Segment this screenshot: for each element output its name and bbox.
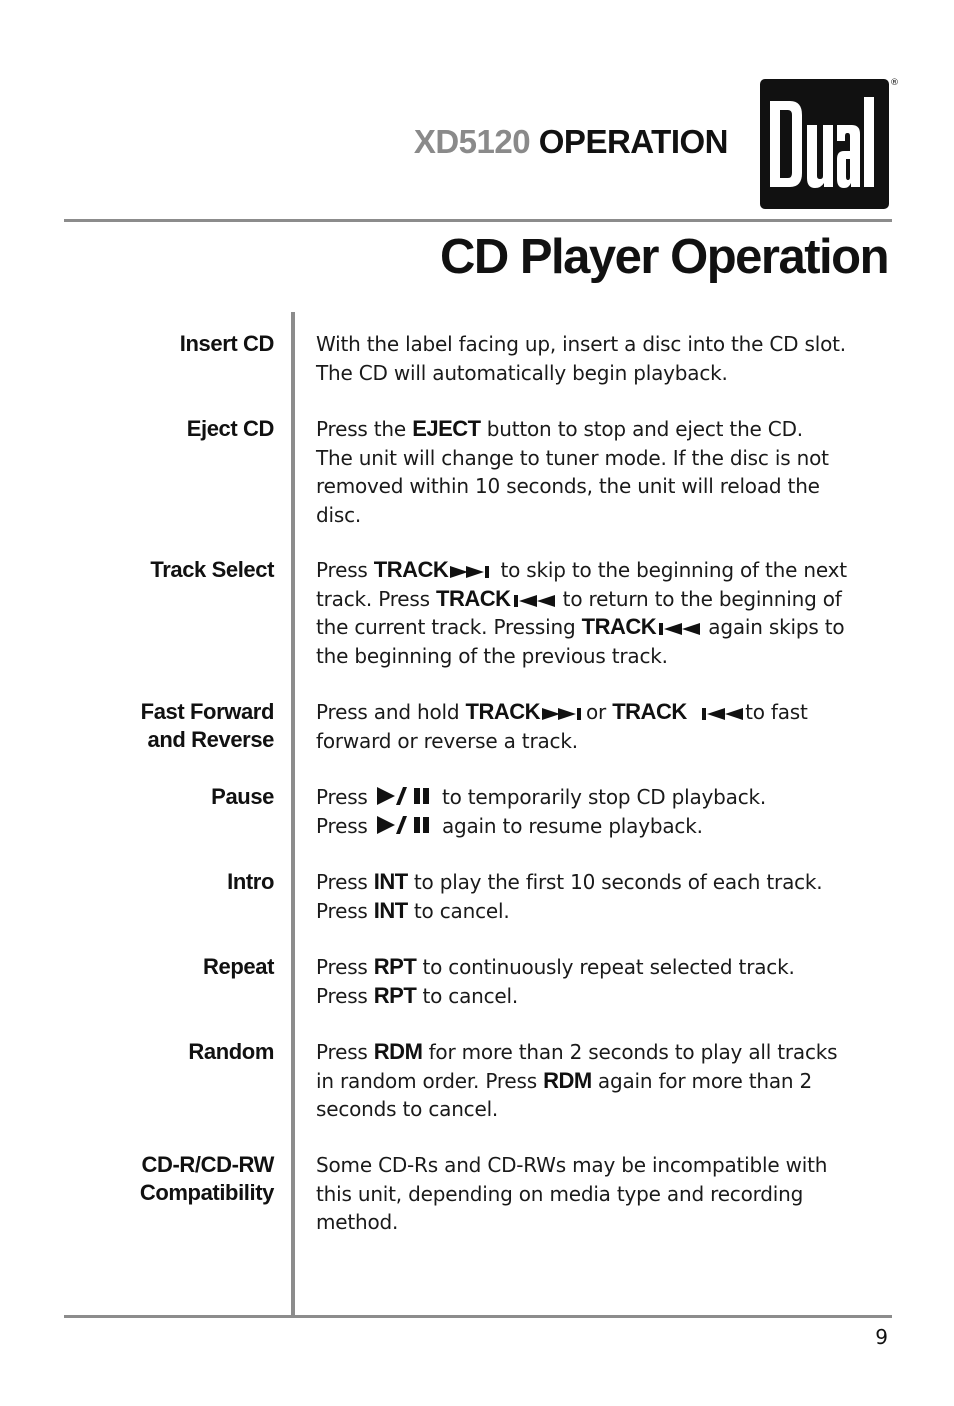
feature-label <box>54 415 274 443</box>
description-text: to skip to the beginning of the next <box>494 558 847 582</box>
feature-description <box>316 698 896 755</box>
description-line <box>316 613 896 642</box>
feature-description <box>316 415 896 529</box>
description-line <box>316 585 896 614</box>
description-line <box>316 444 896 473</box>
description-text <box>687 700 699 724</box>
description-text: Press <box>316 870 374 894</box>
description-line <box>316 698 896 727</box>
description-line <box>316 953 896 982</box>
feature-label <box>54 953 274 981</box>
previous-track-icon <box>701 707 743 721</box>
description-text: Press <box>316 955 374 979</box>
button-name: RDM <box>373 1039 423 1064</box>
description-text: method. <box>316 1210 399 1234</box>
button-name: TRACK <box>581 614 657 639</box>
previous-track-icon <box>658 622 700 636</box>
feature-label-line: Fast Forward <box>140 699 274 724</box>
feature-label <box>54 868 274 896</box>
description-line <box>316 1180 896 1209</box>
feature-label-line: CD-R/CD-RW <box>141 1152 274 1177</box>
button-name: RPT <box>373 954 417 979</box>
description-text: in random order. Press <box>316 1068 544 1093</box>
description-text: the beginning of the previous track. <box>316 643 668 668</box>
next-track-icon <box>450 565 492 579</box>
description-line <box>316 359 896 388</box>
description-line <box>316 982 896 1011</box>
description-text: The CD will automatically begin playback. <box>316 360 728 385</box>
feature-label <box>54 698 274 754</box>
description-text: disc. <box>316 502 362 527</box>
description-text: Some CD-Rs and CD-RWs may be incompatible with <box>316 1153 828 1177</box>
description-text: forward or reverse a track. <box>316 728 578 753</box>
description-text: to temporarily stop CD playback. <box>435 785 767 809</box>
feature-label-line: Eject CD <box>186 416 274 441</box>
description-line <box>316 642 896 671</box>
description-line <box>316 783 896 812</box>
feature-label-line: Repeat <box>203 954 274 979</box>
feature-label-line: Compatibility <box>139 1180 274 1205</box>
feature-label <box>54 556 274 584</box>
page-title: CD Player Operation <box>439 230 888 284</box>
feature-label-line: Pause <box>211 784 274 809</box>
description-text: to return to the beginning of <box>556 586 842 611</box>
feature-label-line: Intro <box>227 869 274 894</box>
feature-label <box>54 783 274 811</box>
button-name: TRACK <box>465 699 541 724</box>
description-line <box>316 415 896 444</box>
feature-label <box>54 330 274 358</box>
description-text: Press the <box>316 417 413 441</box>
next-track-icon <box>542 707 584 721</box>
description-text: Press <box>316 898 374 923</box>
description-text: Press and hold <box>316 700 466 724</box>
description-line <box>316 868 896 897</box>
feature-description <box>316 1151 896 1237</box>
button-name: RPT <box>373 982 417 1008</box>
description-line <box>316 501 896 530</box>
description-text: Press <box>316 983 374 1008</box>
description-line <box>316 1038 896 1067</box>
feature-description <box>316 556 896 670</box>
description-text: Press <box>316 785 374 809</box>
model-name: XD5120 <box>413 123 531 160</box>
description-line <box>316 1095 896 1124</box>
description-line <box>316 556 896 585</box>
description-text: this unit, depending on media type and recording <box>316 1181 804 1206</box>
page-number: 9 <box>875 1325 888 1349</box>
button-name: EJECT <box>412 416 481 441</box>
description-text: to continuously repeat selected track. <box>416 955 795 979</box>
description-line <box>316 897 896 926</box>
button-name: TRACK <box>612 699 687 724</box>
feature-description <box>316 1038 896 1124</box>
description-text: Press <box>316 813 374 838</box>
description-line <box>316 472 896 501</box>
previous-track-icon <box>513 594 555 608</box>
description-text: track. Press <box>316 586 437 611</box>
description-text: Press <box>316 558 374 582</box>
feature-description <box>316 783 896 840</box>
description-line <box>316 1151 896 1180</box>
description-line <box>316 727 896 756</box>
feature-label <box>54 1038 274 1066</box>
description-text: to cancel. <box>407 898 510 923</box>
description-line <box>316 1208 896 1237</box>
description-line <box>316 1067 896 1096</box>
play-pause-icon <box>376 815 434 835</box>
description-text: to play the first 10 seconds of each track. <box>407 870 823 894</box>
button-name: TRACK <box>373 557 449 582</box>
header-title <box>380 122 728 162</box>
feature-label-line: Random <box>188 1039 274 1064</box>
button-name: TRACK <box>436 585 511 611</box>
dual-logo <box>760 79 889 209</box>
description-text: button to stop and eject the CD. <box>480 417 803 441</box>
description-text: removed within 10 seconds, the unit will reload the <box>316 474 820 498</box>
feature-label-line: Insert CD <box>179 331 274 356</box>
description-text: again for more than 2 <box>591 1068 813 1093</box>
description-text: Press <box>316 1040 374 1064</box>
feature-description <box>316 330 896 387</box>
description-text: the current track. Pressing <box>316 615 582 639</box>
play-pause-icon <box>376 786 434 806</box>
description-text: seconds to cancel. <box>316 1097 499 1121</box>
description-text: The unit will change to tuner mode. If the disc is not <box>316 445 829 470</box>
footer-divider <box>64 1315 892 1318</box>
description-text: With the label facing up, insert a disc into the CD slot. <box>316 332 846 356</box>
description-text: again skips to <box>702 615 845 639</box>
button-name: RDM <box>543 1067 592 1093</box>
column-divider <box>291 312 295 1317</box>
description-text: or <box>586 700 613 724</box>
header-divider <box>64 219 892 222</box>
registered-mark: ® <box>890 78 899 88</box>
description-text: to cancel. <box>416 983 519 1008</box>
feature-label-line: Track Select <box>150 557 274 582</box>
feature-description <box>316 953 896 1010</box>
description-text: to fast <box>745 700 808 724</box>
section-name: OPERATION <box>538 123 728 160</box>
feature-description <box>316 868 896 925</box>
feature-label-line: and Reverse <box>147 727 274 752</box>
description-text: again to resume playback. <box>435 813 703 838</box>
button-name: INT <box>373 869 408 894</box>
description-text: for more than 2 seconds to play all tracks <box>422 1040 838 1064</box>
description-line <box>316 330 896 359</box>
feature-label <box>54 1151 274 1207</box>
description-line <box>316 812 896 841</box>
button-name: INT <box>373 897 408 923</box>
